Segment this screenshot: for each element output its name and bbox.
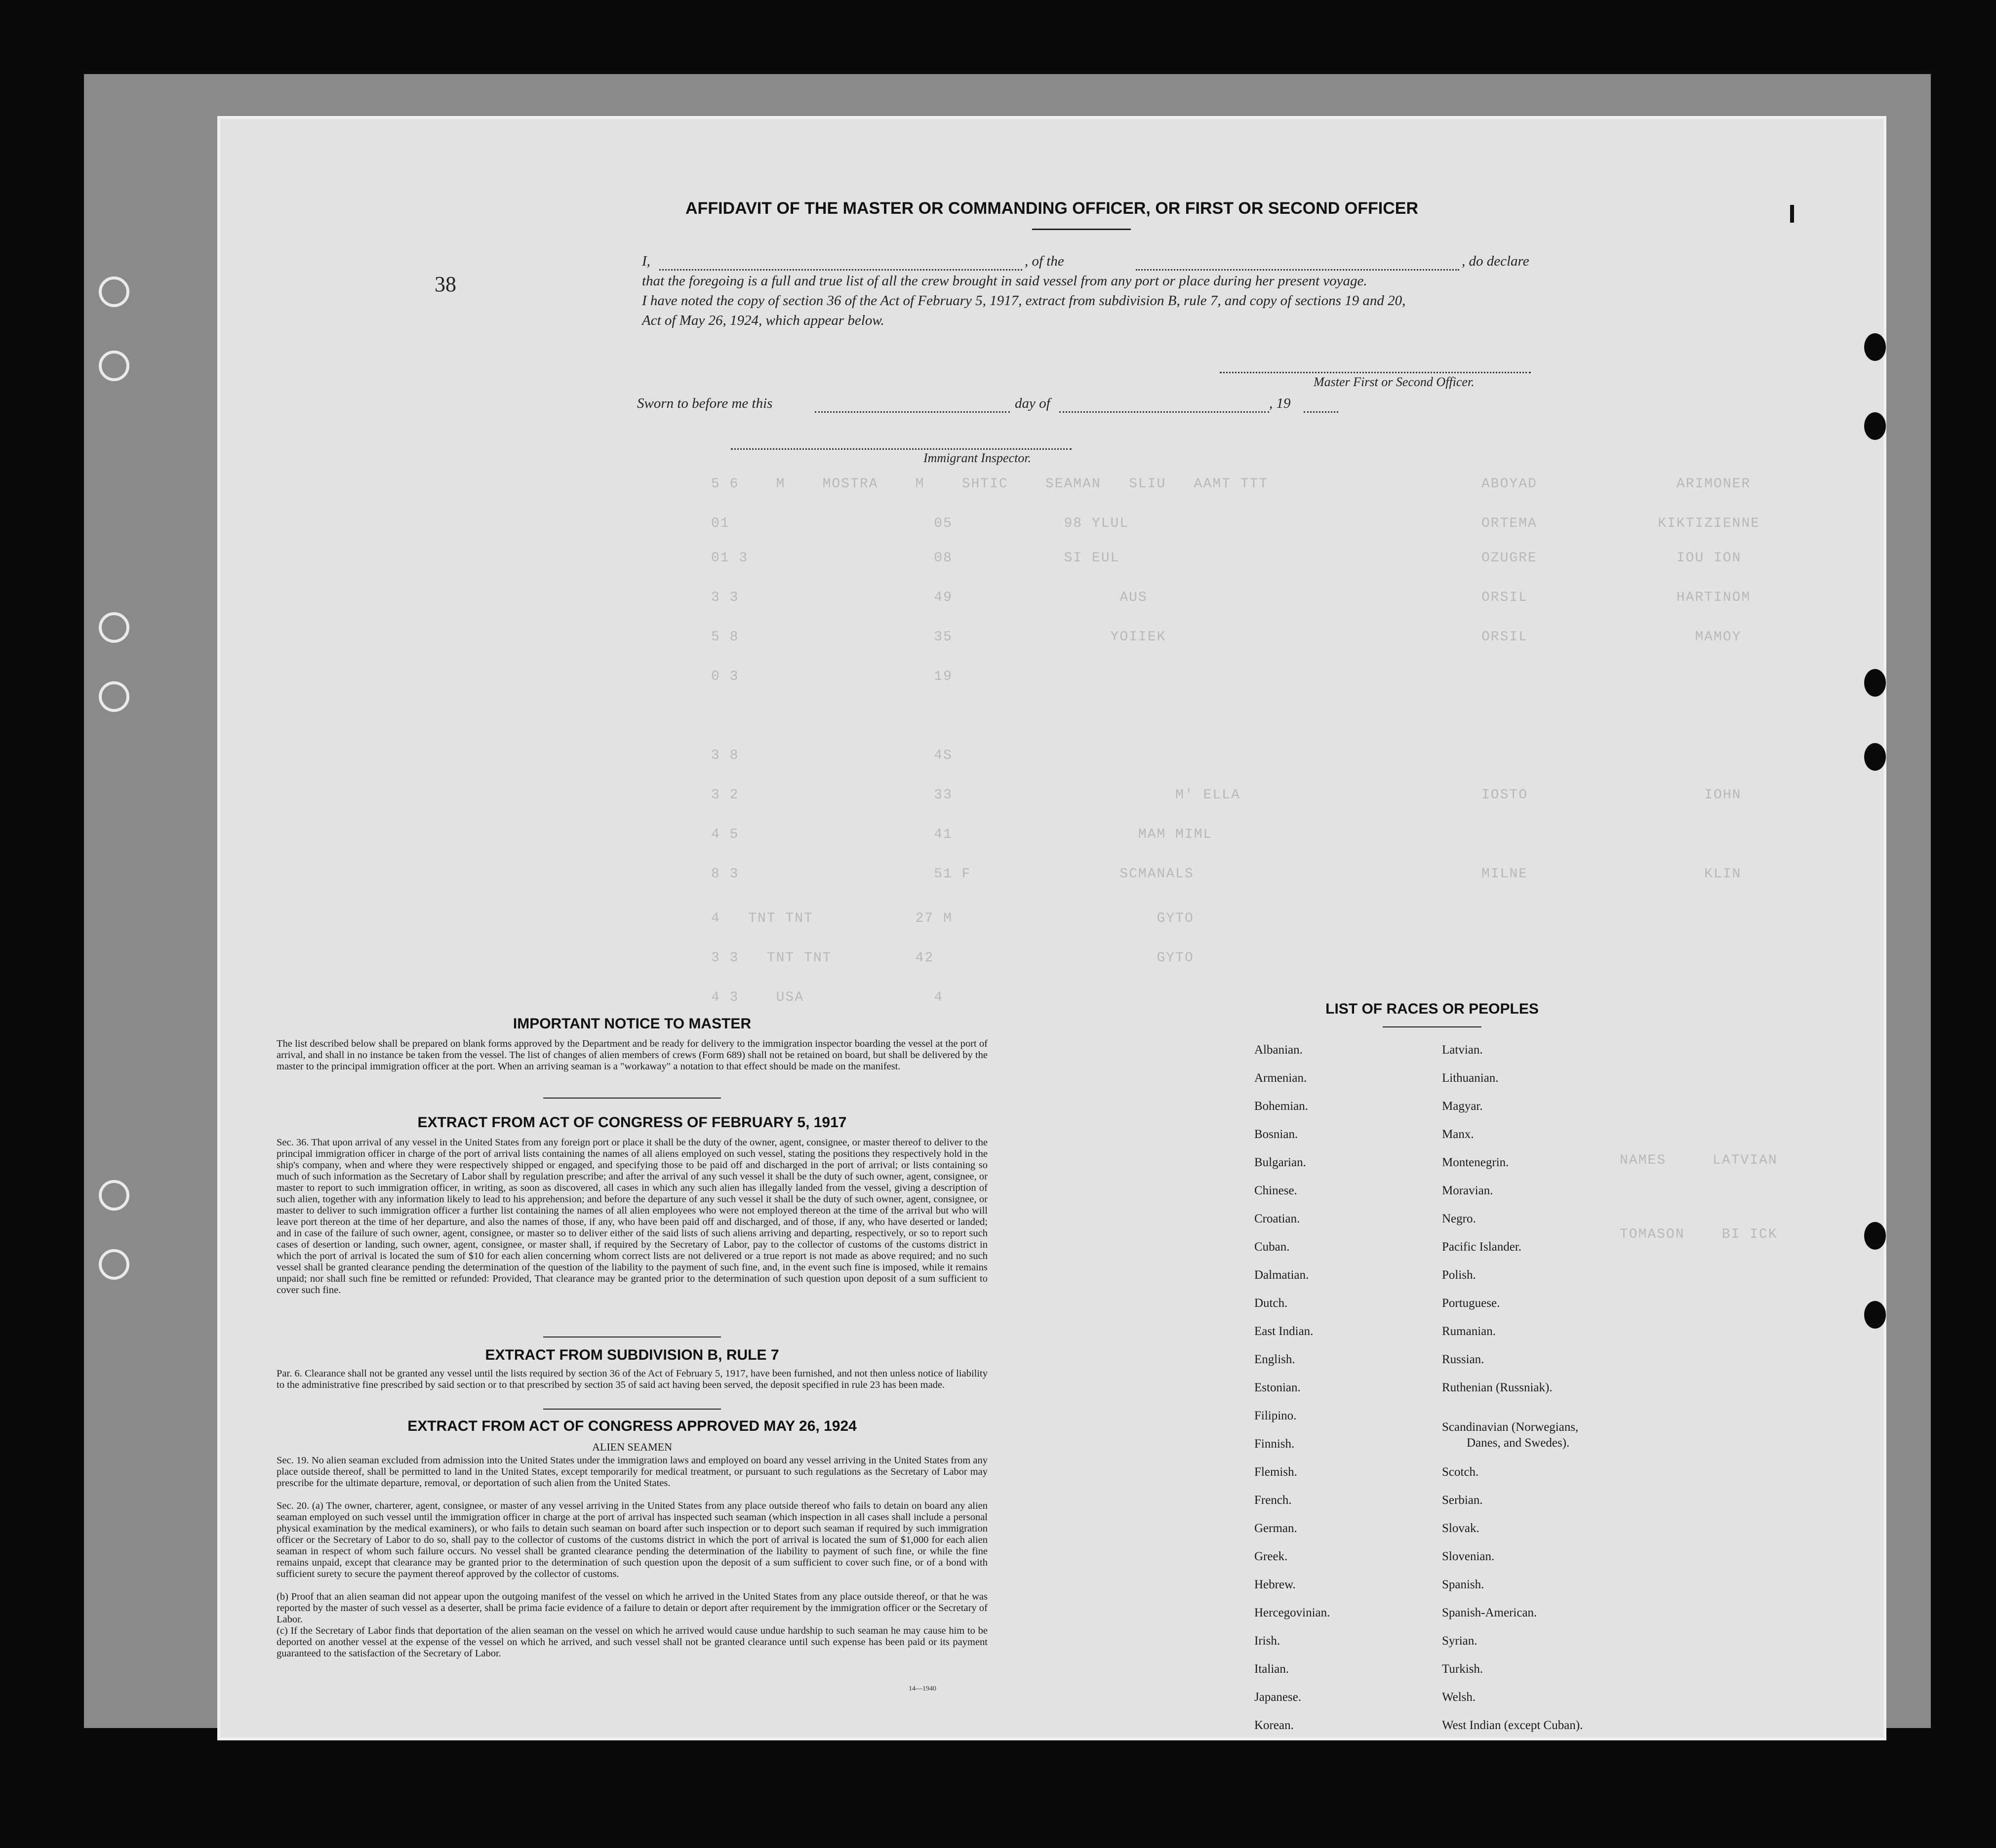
race-item: Ruthenian (Russniak). (1442, 1381, 1553, 1394)
year-label: , 19 (1269, 395, 1291, 411)
race-item: Chinese. (1254, 1184, 1297, 1197)
sworn-day-blank[interactable] (815, 411, 1010, 413)
master-signature-line[interactable] (1220, 372, 1531, 373)
race-item: Russian. (1442, 1353, 1484, 1366)
affidavit-i-label: I, (642, 253, 650, 269)
extract-1917-body: Sec. 36. That upon arrival of any vessel in the United States from any foreign port or place it shall be the duty of the owner, agent, consignee, or master thereof to deliver to the principal immigration officer in charge of the port of arrival lists containing the names of all aliens employed on such vessel, stating the positions they respectively hold in the ship's company, when and where they were respectively shipped or engaged, and specifying those to be paid off and discharged in the port of arrival; or lists containing so much of such information as the Secretary of Labor shall by regulation prescribe; and after the arrival of any such vessel it shall be the duty of such owner, agent, consignee, or master to report to such immigration officer, in writing, as soon as discovered, all cases in which any such alien has illegally landed from the vessel, giving a description of such alien, together with any information likely to lead to his apprehension; and before the departure of any such vessel it shall be the duty of such owner, agent, consignee, or master to deliver to such immigration officer a further list containing the names of all alien employees who were not employed thereon at the time of the arrival but who will leave port thereon at the time of her departure, and also the names of those, if any, who have been paid off and discharged, and of those, if any, who have deserted or landed; and in case of the failure of such owner, agent, consignee, or master so to deliver either of the said lists of such aliens arriving and departing, respectively, or so to report such cases of desertion or landing, such owner, agent, consignee, or master shall, if required by the Secretary of Labor, pay to the collector of customs of the customs district in which the port of arrival is located the sum of $10 for each alien concerning whom correct lists are not delivered or a true report is not made as above required; and no such vessel shall be granted clearance pending the determination of the question of the liability to the payment of such fine, and, in the event such fine is imposed, while it remains unpaid; nor shall such fine be remitted or refunded: Provided, That clearance may be granted prior to the determination of such question upon deposit of a sum sufficient to cover such fine. (277, 1137, 988, 1296)
inspector-signature-line[interactable] (731, 448, 1072, 450)
section-19: Sec. 19. No alien seaman excluded from admission into the United States under the immigration laws and employed on board any vessel arriving in the United States from any place outside thereof, shall be permitted to land in the United States, except temporarily for medical treatment, or pursuant to such regulations as the Secretary of Labor may prescribe for the ultimate departure, removal, or deportation of such alien from the United States. (277, 1455, 988, 1489)
title-rule (1032, 229, 1131, 230)
race-item: Portuguese. (1442, 1297, 1500, 1310)
affidavit-line-4: Act of May 26, 1924, which appear below. (642, 313, 884, 328)
year-blank[interactable] (1304, 411, 1338, 413)
race-item: Magyar. (1442, 1100, 1483, 1113)
race-item: West Indian (except Cuban). (1442, 1719, 1583, 1732)
extract-1924-title: EXTRACT FROM ACT OF CONGRESS APPROVED MAY 26, 1924 (407, 1418, 857, 1434)
section-20a: Sec. 20. (a) The owner, charterer, agent, consignee, or master of any vessel arriving in the United States from any place outside thereof who fails to detain on board any alien seaman employed on such vessel until the immigration officer in charge at the port of arrival has inspected such seaman (which inspection in all cases shall include a personal physical examination by the medical examiners), or who fails to detain such seaman on board after such inspection or to deport such seaman if required by such immigration officer or the Secretary of Labor to do so, shall pay to the collector of customs of the customs district in which the port of arrival is located the sum of $1,000 for each alien seaman in respect of whom such failure occurs. No vessel shall be granted clearance pending the determination of the liability to payment of such fine, or while the fine remains unpaid, except that clearance may be granted prior to the determination of such question upon the deposit of a sum sufficient to cover such fine, or of a bond with sufficient surety to secure the payment thereof approved by the collector of customs. (277, 1500, 988, 1579)
races-rule (1383, 1026, 1481, 1027)
race-item: Hebrew. (1254, 1578, 1296, 1591)
binder-ring (99, 1249, 129, 1280)
race-item: Danes, and Swedes). (1467, 1436, 1570, 1450)
punch-hole (1864, 1301, 1886, 1329)
master-signature-label: Master First or Second Officer. (1314, 375, 1475, 389)
race-item: Scotch. (1442, 1465, 1479, 1479)
punch-hole (1864, 333, 1886, 361)
binder-ring (99, 681, 129, 712)
punch-hole (1864, 743, 1886, 771)
section-20b: (b) Proof that an alien seaman did not appear upon the outgoing manifest of the vessel on which he arrived in the United States from any place outside thereof, or that he was reported by the master of such vessel as a deserter, shall be prima facie evidence of a failure to detain or deport after requirement by the immigration officer or the Secretary of Labor. (277, 1591, 988, 1625)
sworn-month-blank[interactable] (1059, 411, 1269, 413)
binder-ring (99, 612, 129, 643)
race-item: Negro. (1442, 1212, 1476, 1225)
sworn-label: Sworn to before me this (637, 395, 773, 411)
race-item: Bosnian. (1254, 1128, 1298, 1141)
race-item: Dutch. (1254, 1297, 1288, 1310)
races-title: LIST OF RACES OR PEOPLES (1325, 1001, 1539, 1017)
race-item: Spanish-American. (1442, 1606, 1537, 1619)
race-item: Bohemian. (1254, 1100, 1309, 1113)
race-item: Latvian. (1442, 1043, 1483, 1057)
race-item: Greek. (1254, 1550, 1288, 1563)
affidavit-do-declare: , do declare (1462, 253, 1529, 269)
race-item: Cuban. (1254, 1240, 1290, 1254)
document-page: 5 6 M MOSTRA M SHTIC SEAMAN SLIU AAMT TTT 01 05 98 YLUL 01 3 08 SI EUL 3 3 49 AUS 5 8 35 YOIIEK 0 3 19 3 8 4S 3 2 33 M' ELLA 4 5 41 MAM MIML 8 3 51 F SCMANALS 4 TNT TNT 27 M GYTO 3 3 TNT TNT 42 GYTO 4 3 USA 4 ABOYAD ARIMONER ORTEMA KIKTIZIENNE OZUGRE IOU ION ORSIL HARTINOM ORSIL MAMOY IOSTO IOHN MILNE KLIN NAMES LATVIAN TOMASON BI ICK 38 AFFIDAVIT OF THE MASTER OR COMMANDING OFFICER, OR FIRST OR SECOND OFFICER I, , of the , do declare that the foregoing is a full and true list of all the crew brought in said vessel from any port or place during her present voyage. I have noted the copy of section 36 of the Act of February 5, 1917, extract from subdivision B, rule 7, and copy of sections 19 and 20, Act of May 26, 1924, which appear below. Master First or Second Officer. Sworn to before me this day of , 19 Immigrant Inspector. IMPORTANT NOTICE TO MASTER The list described below shall be prepared on blank forms approved by the Department and be ready for delivery to the immigration inspector boarding the vessel at the port of arrival, and shall in no instance be taken from the vessel. The list of changes of alien members of crews (Form 689) shall not be retained on board, but shall be delivered by the master to the principal immigration officer at the port. When an arriving seaman is a "workaway" a notation to that effect should be made on the manifest. EXTRACT FROM ACT OF CONGRESS OF FEBRUARY 5, 1917 Sec. 36. That upon arrival of any vessel in the United States from any foreign port or place it shall be the duty of the owner, agent, consignee, or master thereof to deliver to the principal immigration officer in charge of the port of arrival lists containing the names of all aliens employed on such vessel, stating the positions they respectively hold in the ship's company, when and where they were respectively shipped or engaged, and specifying those to be paid off and discharged in the port of arrival; or lists containing so much of such information as the Secretary of Labor shall by regulation prescribe; and after the arrival of any such vessel it shall be the duty of such owner, agent, consignee, or master to report to such immigration officer, in writing, as soon as discovered, all cases in which any such alien has illegally landed from the vessel, giving a description of such alien, together with any information likely to lead to his apprehension; and before the departure of any such vessel it shall be the duty of such owner, agent, consignee, or master to deliver to such immigration officer a further list containing the names of all alien employees who were not employed thereon at the time of the arrival but who will leave port thereon at the time of her departure, and also the names of those, if any, who have been paid off and discharged, and of those, if any, who have deserted or landed; and in case of the failure of such owner, agent, consignee, or master so to deliver either of the said lists of such aliens arriving and departing, respectively, or so to report such cases of desertion or landing, such owner, agent, consignee, or master shall, if required by the Secretary of Labor, pay to the collector of customs of the customs district in which the port of arrival is located the sum of $10 for each alien concerning whom correct lists are not delivered or a true report is not made as above required; and no such vessel shall be granted clearance pending the determination of the question of the liability to the payment of such fine, and, in the event such fine is imposed, while it remains unpaid; nor shall such fine be remitted or refunded: Provided, That clearance may be granted prior to the determination of such question upon deposit of a sum sufficient to cover such fine. EXTRACT FROM SUBDIVISION B, RULE 7 Par. 6. Clearance shall not be granted any vessel until the lists required by section 36 of the Act of February 5, 1917, have been furnished, and not then unless notice of liability to the administrative fine prescribed by said section or to that prescribed by section 35 of said act having been served, the deposit specified in rule 23 has been made. EXTRACT FROM ACT OF CONGRESS APPROVED MAY 26, 1924 ALIEN SEAMEN Sec. 19. No alien seaman excluded from admission into the United States under the immigration laws and employed on board any vessel arriving in the United States from any place outside thereof, shall be permitted to land in the United States, except temporarily for medical treatment, or pursuant to such regulations as the Secretary of Labor may prescribe for the ultimate departure, removal, or deportation of such alien from the United States. Sec. 20. (a) The owner, charterer, agent, consignee, or master of any vessel arriving in the United States from any place outside thereof who fails to detain on board any alien seaman employed on such vessel until the immigration officer in charge at the port of arrival has inspected such seaman (which inspection in all cases shall include a personal physical examination by the medical examiners), or who fails to detain such seaman on board after such inspection or to deport such seaman if required by such immigration officer or the Secretary of Labor to do so, shall pay to the collector of customs of the customs district in which the port of arrival is located the sum of $1,000 for each alien seaman in respect of whom such failure occurs. No vessel shall be granted clearance pending the determination of the liability to payment of such fine, or while the fine remains unpaid, except that clearance may be granted prior to the determination of such question upon the deposit of a sum sufficient to cover such fine, or of a bond with sufficient surety to secure the payment thereof approved by the collector of customs. (b) Proof that an alien seaman did not appear upon the outgoing manifest of the vessel on which he arrived in the United States from any place outside thereof, or that he was reported by the master of such vessel as a deserter, shall be prima facie evidence of a failure to detain or deport after requirement by the immigration officer or the Secretary of Labor. (c) If the Secretary of Labor finds that deportation of the alien seaman on the vessel on which he arrived would cause undue hardship to such seaman he may cause him to be deported on another vessel at the expense of the vessel on which he arrived, and such vessel shall not be granted clearance until such expense has been paid or its payment guaranteed to the satisfaction of the Secretary of Labor. 14—1940 LIST OF RACES OR PEOPLES Albanian. Armenian. Bohemian. Bosnian. Bulgarian. Chinese. Croatian. Cuban. Dalmatian. Dutch. East Indian. English. Estonian. Filipino. Finnish. Flemish. French. German. Greek. Hebrew. Hercegovinian. Irish. Italian. Japanese. Korean. Latvian. Lithuanian. Magyar. Manx. Montenegrin. Moravian. Negro. Pacific Islander. Polish. Portuguese. Rumanian. Russian. Ruthenian (Russniak). Scandinavian (Norwegians, Danes, and Swedes). Scotch. Serbian. Slovak. Slovenian. Spanish. Spanish-American. Syrian. Turkish. Welsh. West Indian (except Cuban). (217, 116, 1886, 1740)
binder-ring (99, 351, 129, 381)
race-item: Hercegovinian. (1254, 1606, 1330, 1619)
punch-hole (1864, 1222, 1886, 1250)
race-item: Lithuanian. (1442, 1071, 1499, 1085)
inspector-label: Immigrant Inspector. (923, 451, 1032, 465)
race-item: Irish. (1254, 1634, 1280, 1648)
affidavit-line-2: that the foregoing is a full and true list of all the crew brought in said vessel from any port or place during her present voyage. (642, 273, 1367, 289)
race-item: Croatian. (1254, 1212, 1300, 1225)
race-item: Moravian. (1442, 1184, 1493, 1197)
race-item: Finnish. (1254, 1437, 1295, 1451)
notice-title: IMPORTANT NOTICE TO MASTER (513, 1016, 752, 1032)
race-item: Scandinavian (Norwegians, (1442, 1420, 1579, 1434)
race-item: English. (1254, 1353, 1295, 1366)
race-item: East Indian. (1254, 1325, 1314, 1338)
binder-ring (99, 276, 129, 307)
race-item: Manx. (1442, 1128, 1474, 1141)
race-item: Japanese. (1254, 1691, 1302, 1704)
race-item: Welsh. (1442, 1691, 1476, 1704)
section-20c: (c) If the Secretary of Labor finds that deportation of the alien seaman on the vessel on which he arrived would cause undue hardship to such seaman he may cause him to be deported on another vessel at the expense of the vessel on which he arrived, and such vessel shall not be granted clearance until such expense has been paid or its payment guaranteed to the satisfaction of the Secretary of Labor. (277, 1625, 988, 1659)
race-item: Italian. (1254, 1662, 1289, 1676)
race-item: Syrian. (1442, 1634, 1477, 1648)
race-item: Albanian. (1254, 1043, 1303, 1057)
affidavit-of-the: , of the (1025, 253, 1064, 269)
race-item: Estonian. (1254, 1381, 1301, 1394)
race-item: French. (1254, 1494, 1292, 1507)
punch-hole (1864, 669, 1886, 697)
race-item: German. (1254, 1522, 1297, 1535)
race-item: Polish. (1442, 1268, 1476, 1282)
subdivision-title: EXTRACT FROM SUBDIVISION B, RULE 7 (485, 1347, 779, 1363)
affidavit-line-3: I have noted the copy of section 36 of the Act of February 5, 1917, extract from subdivision B, rule 7, and copy of sections 19 and 20, (642, 293, 1406, 309)
race-item: Rumanian. (1442, 1325, 1496, 1338)
race-item: Pacific Islander. (1442, 1240, 1522, 1254)
race-item: Serbian. (1442, 1494, 1483, 1507)
race-item: Armenian. (1254, 1071, 1307, 1085)
subdivision-body: Par. 6. Clearance shall not be granted any vessel until the lists required by section 36 of the Act of February 5, 1917, have been furnished, and not then unless notice of liability to the administrative fine prescribed by said section or to that prescribed by section 35 of said act having been served, the deposit specified in rule 23 has been made. (277, 1368, 988, 1390)
name-blank[interactable] (659, 269, 1022, 271)
extract-1917-title: EXTRACT FROM ACT OF CONGRESS OF FEBRUARY 5, 1917 (417, 1114, 847, 1131)
page-number: 38 (435, 272, 456, 296)
race-item: Montenegrin. (1442, 1156, 1509, 1169)
race-item: Dalmatian. (1254, 1268, 1309, 1282)
binder-ring (99, 1180, 129, 1211)
vessel-blank[interactable] (1136, 269, 1459, 271)
race-item: Slovenian. (1442, 1550, 1495, 1563)
alien-seamen-subtitle: ALIEN SEAMEN (592, 1441, 672, 1453)
notice-rule (543, 1098, 721, 1099)
affidavit-title: AFFIDAVIT OF THE MASTER OR COMMANDING OFFICER, OR FIRST OR SECOND OFFICER (685, 199, 1418, 218)
race-item: Korean. (1254, 1719, 1294, 1732)
race-item: Slovak. (1442, 1522, 1479, 1535)
race-item: Spanish. (1442, 1578, 1484, 1591)
punch-hole (1864, 412, 1886, 440)
race-item: Flemish. (1254, 1465, 1297, 1479)
race-item: Turkish. (1442, 1662, 1483, 1676)
race-item: Filipino. (1254, 1409, 1297, 1422)
subdivision-rule (543, 1409, 721, 1410)
day-of-label: day of (1015, 395, 1050, 411)
notice-body: The list described below shall be prepared on blank forms approved by the Department and be ready for delivery to the immigration inspector boarding the vessel at the port of arrival, and shall in no instance be taken from the vessel. The list of changes of alien members of crews (Form 689) shall not be retained on board, but shall be delivered by the master to the principal immigration officer at the port. When an arriving seaman is a "workaway" a notation to that effect should be made on the manifest. (277, 1038, 988, 1072)
race-item: Bulgarian. (1254, 1156, 1306, 1169)
form-number: 14—1940 (909, 1685, 936, 1692)
